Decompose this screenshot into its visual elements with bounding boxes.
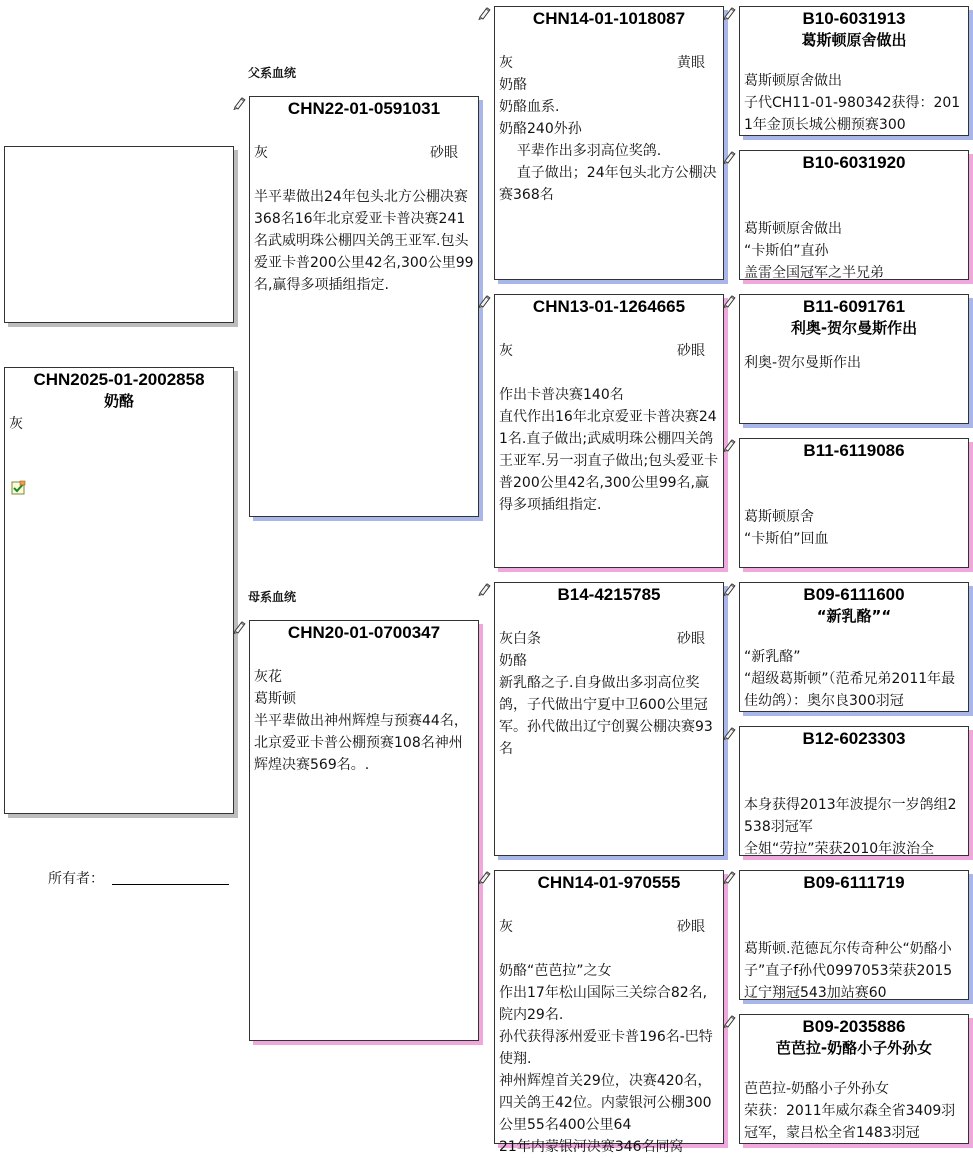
- ds-line2: 奶酪: [499, 653, 527, 669]
- ss-eye: 黄眼: [677, 55, 705, 71]
- dss-ring: B09-6111600: [803, 585, 905, 604]
- subject-ring: CHN2025-01-2002858: [33, 370, 205, 389]
- pencil-icon[interactable]: [723, 583, 736, 596]
- dss-card[interactable]: [739, 582, 969, 712]
- sire-color: 灰: [254, 145, 268, 161]
- pencil-icon[interactable]: [723, 295, 736, 308]
- ds-ring: B14-4215785: [557, 585, 661, 604]
- subject-color: 灰: [9, 416, 23, 432]
- subject-name: 奶酪: [103, 392, 134, 410]
- dds-ring: B09-6111719: [803, 873, 905, 892]
- ddd-name: 芭芭拉-奶酪小子外孙女: [775, 1039, 933, 1057]
- ds-card[interactable]: [494, 582, 724, 856]
- pencil-icon[interactable]: [723, 1015, 736, 1028]
- sds-ring: B11-6091761: [802, 297, 906, 316]
- sdd-ring: B11-6119086: [803, 441, 905, 460]
- pencil-icon[interactable]: [723, 7, 736, 20]
- sdd-card[interactable]: [739, 438, 969, 568]
- subject-card[interactable]: [4, 367, 234, 814]
- dds-notes: 葛斯顿.范德瓦尔传奇种公“奶酪小子”直子f孙代0997053荣获2015辽宁翔冠543加站赛60: [744, 941, 953, 1001]
- dam-ring: CHN20-01-0700347: [287, 623, 441, 642]
- dsd-card[interactable]: [739, 726, 969, 856]
- dam-notes: 半平辈做出神州辉煌与预赛44名，北京爱亚卡普公棚预赛108名神州辉煌决赛569名。.: [254, 713, 468, 773]
- ss-line-3: 奶酪240外孙: [499, 121, 582, 137]
- dss-name: “新乳酪”“: [816, 607, 892, 625]
- paternal-label: 父系血统: [248, 66, 297, 80]
- pencil-icon[interactable]: [233, 97, 246, 110]
- sd-eye: 砂眼: [677, 343, 705, 359]
- ds-color: 灰白条: [499, 631, 541, 647]
- sdd-notes: 葛斯顿原舍 “卡斯伯”回血: [744, 509, 829, 547]
- dam-card[interactable]: [249, 620, 479, 1041]
- sss-card[interactable]: [739, 6, 969, 136]
- ddd-card[interactable]: [739, 1014, 969, 1144]
- pencil-icon[interactable]: [233, 621, 246, 634]
- ss-ring: CHN14-01-1018087: [532, 9, 686, 28]
- pencil-icon[interactable]: [478, 295, 491, 308]
- sire-ring: CHN22-01-0591031: [287, 99, 441, 118]
- sire-card[interactable]: [249, 96, 479, 517]
- dam-line2: 葛斯顿: [254, 691, 296, 707]
- ss-line-2: 奶酪血系.: [499, 99, 560, 115]
- dd-notes: 奶酪“芭芭拉”之女 作出17年松山国际三关综合82名,院内29名. 孙代获得涿州爱亚卡普196名-巴特使翔. 神州辉煌首关29位，决赛420名，四关鸽王42位。内蒙银河公棚300公里55名400公里64 21年内蒙银河决赛346名同窝: [499, 963, 713, 1155]
- sds-name: 利奥-贺尔曼斯作出: [790, 319, 918, 337]
- checklist-icon[interactable]: [11, 480, 27, 496]
- dd-card[interactable]: [494, 870, 724, 1155]
- ds-eye: 砂眼: [677, 631, 705, 647]
- ss-line-1: 奶酪: [499, 77, 527, 93]
- ss-line-5: 直子做出；24年包头北方公棚决赛368名: [499, 165, 717, 203]
- sd-ring: CHN13-01-1264665: [532, 297, 686, 316]
- ddd-notes: 芭芭拉-奶酪小子外孙女 荣获：2011年威尔森全省3409羽冠军，蒙吕松全省1483羽冠: [744, 1081, 956, 1141]
- dsd-ring: B12-6023303: [802, 729, 906, 748]
- ddd-ring: B09-2035886: [802, 1017, 906, 1036]
- ssd-ring: B10-6031920: [802, 153, 906, 172]
- pencil-icon[interactable]: [478, 7, 491, 20]
- ds-notes: 新乳酪之子.自身做出多羽高位奖鸽，子代做出宁夏中卫600公里冠军。孙代做出辽宁创翼公棚决赛93名: [499, 675, 713, 757]
- pencil-icon[interactable]: [723, 151, 736, 164]
- owner-field[interactable]: [112, 884, 229, 885]
- photo-box[interactable]: [4, 146, 234, 323]
- ssd-notes: 葛斯顿原舍做出 “卡斯伯”直孙 盖雷全国冠军之半兄弟: [744, 221, 884, 281]
- sire-notes: 半平辈做出24年包头北方公棚决赛368名16年北京爱亚卡普决赛241名武威明珠公棚四关鸽王亚军.包头爱亚卡普200公里42名,300公里99名,赢得多项插组指定.: [254, 189, 474, 293]
- sd-color: 灰: [499, 343, 513, 359]
- pencil-icon[interactable]: [723, 439, 736, 452]
- dds-card[interactable]: [739, 870, 969, 1000]
- sire-eye: 砂眼: [430, 145, 458, 161]
- ss-color: 灰: [499, 55, 513, 71]
- pencil-icon[interactable]: [723, 727, 736, 740]
- owner-label: 所有者：: [48, 871, 104, 887]
- dd-color: 灰: [499, 919, 513, 935]
- pencil-icon[interactable]: [478, 871, 491, 884]
- maternal-label: 母系血统: [248, 590, 297, 604]
- dd-eye: 砂眼: [677, 919, 705, 935]
- dd-ring: CHN14-01-970555: [537, 873, 681, 892]
- ss-card[interactable]: [494, 6, 724, 280]
- sss-notes: 葛斯顿原舍做出 子代CH11-01-980342获得：2011年金顶长城公棚预赛300: [744, 73, 961, 133]
- sd-notes: 作出卡普决赛140名 直代作出16年北京爱亚卡普决赛241名.直子做出;武威明珠公棚四关鸽王亚军.另一羽直子做出;包头爱亚卡普200公里42名,300公里99名,赢得多项插组指定.: [499, 387, 719, 513]
- sds-notes: 利奥-贺尔曼斯作出: [744, 355, 862, 371]
- sss-name: 葛斯顿原舍做出: [801, 31, 907, 49]
- dam-color: 灰花: [254, 669, 282, 685]
- sds-card[interactable]: [739, 294, 969, 424]
- dss-notes: “新乳酪” “超级葛斯顿”（范希兄弟2011年最佳幼鸽）：奥尔良300羽冠: [744, 649, 956, 709]
- ss-line-4: 平辈作出多羽高位奖鸽.: [499, 143, 662, 159]
- dsd-notes: 本身获得2013年波提尔一岁鸽组2538羽冠军 全姐“劳拉”荣获2010年波治全: [744, 797, 957, 857]
- sd-card[interactable]: [494, 294, 724, 568]
- pencil-icon[interactable]: [723, 871, 736, 884]
- pencil-icon[interactable]: [478, 583, 491, 596]
- sss-ring: B10-6031913: [802, 9, 906, 28]
- ssd-card[interactable]: [739, 150, 969, 280]
